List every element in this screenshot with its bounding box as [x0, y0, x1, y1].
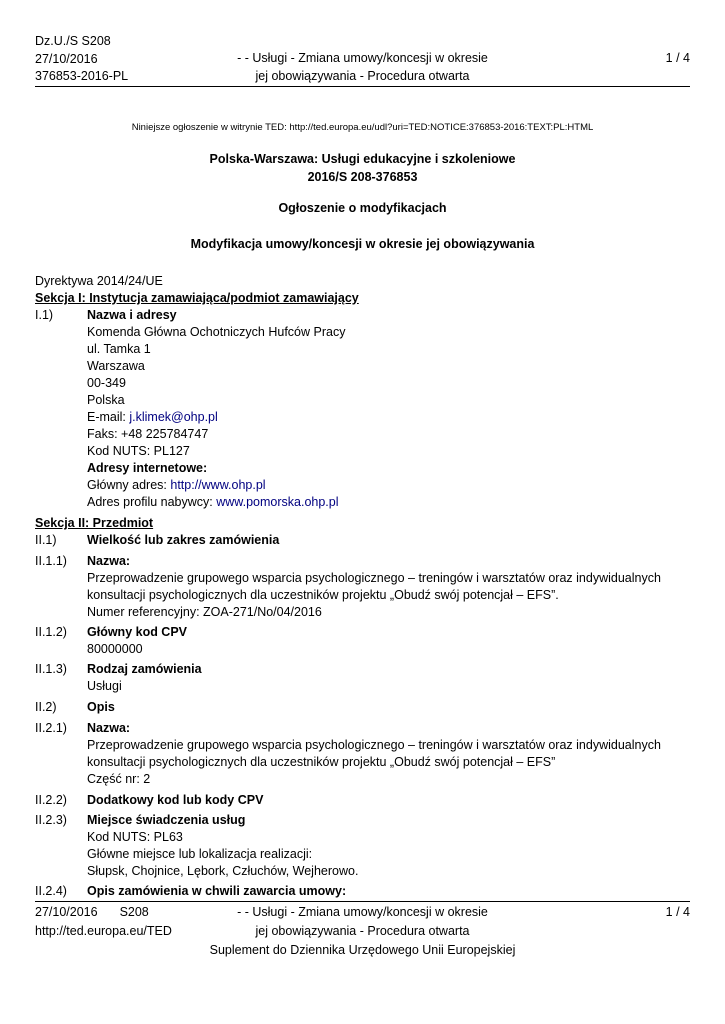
item-title: Wielkość lub zakres zamówienia [87, 533, 280, 547]
section1-num: I.1) [35, 308, 54, 322]
item-line: Kod NUTS: PL63 [87, 830, 183, 844]
item-title: Dodatkowy kod lub kody CPV [87, 793, 264, 807]
email-link[interactable]: j.klimek@ohp.pl [129, 410, 218, 424]
doc-ref: Dz.U./S S208 [35, 34, 111, 48]
footer-url[interactable]: http://ted.europa.eu/TED [35, 924, 172, 938]
item-line: Główne miejsce lub lokalizacja realizacji: [87, 847, 313, 861]
item-num: II.1.1) [35, 554, 67, 568]
item-num: II.2.4) [35, 884, 67, 898]
item-num: II.1.3) [35, 662, 67, 676]
item-num: II.2.2) [35, 793, 67, 807]
header-page: 1 / 4 [665, 51, 690, 65]
country: Polska [87, 393, 125, 407]
item-line: konsultacji psychologicznych dla uczestników projektu „Obudź swój potencjał – EFS”. [87, 588, 559, 602]
nuts-code: Kod NUTS: PL127 [87, 444, 190, 458]
main-address-row [87, 477, 266, 494]
header-title [0, 50, 725, 85]
item-title: Opis [87, 700, 115, 714]
org-name: Komenda Główna Ochotniczych Hufców Pracy [87, 325, 346, 339]
item-title: Główny kod CPV [87, 625, 188, 639]
header-divider [35, 86, 690, 87]
fax: Faks: +48 225784747 [87, 427, 209, 441]
footer-date: 27/10/2016 [35, 905, 98, 919]
item-title: Nazwa: [87, 554, 131, 568]
item-line: Przeprowadzenie grupowego wsparcia psychologicznego – treningów i warsztatów oraz indywidualnych [87, 571, 661, 585]
main-address-label: Główny adres: [87, 478, 171, 492]
item-num: II.2) [35, 700, 57, 714]
footer-divider [35, 901, 690, 902]
city: Warszawa [87, 359, 145, 373]
footer-title [0, 903, 725, 960]
notice-kind: Ogłoszenie o modyfikacjach [278, 201, 447, 215]
item-line: 80000000 [87, 642, 143, 656]
item-line: konsultacji psychologicznych dla uczestników projektu „Obudź swój potencjał – EFS” [87, 755, 556, 769]
footer-title-line2: jej obowiązywania - Procedura otwarta [255, 924, 470, 938]
section1-title: Nazwa i adresy [87, 308, 177, 322]
footer-supplement: Suplement do Dziennika Urzędowego Unii Europejskiej [209, 943, 516, 957]
street: ul. Tamka 1 [87, 342, 151, 356]
item-num: II.1.2) [35, 625, 67, 639]
directive: Dyrektywa 2014/24/UE [35, 274, 163, 288]
footer-title-line1: - - Usługi - Zmiana umowy/koncesji w okresie [237, 905, 488, 919]
item-line: Część nr: 2 [87, 772, 151, 786]
header-title-line2: jej obowiązywania - Procedura otwarta [255, 68, 470, 83]
item-num: II.2.1) [35, 721, 67, 735]
section2-heading: Sekcja II: Przedmiot [35, 516, 154, 530]
item-title: Rodzaj zamówienia [87, 662, 202, 676]
footer-series: S208 [119, 905, 149, 919]
internet-heading: Adresy internetowe: [87, 461, 208, 475]
item-num: II.1) [35, 533, 57, 547]
item-line: Numer referencyjny: ZOA-271/No/04/2016 [87, 605, 322, 619]
email-row [87, 409, 218, 426]
main-title: Polska-Warszawa: Usługi edukacyjne i szkoleniowe [209, 152, 516, 166]
item-line: Przeprowadzenie grupowego wsparcia psychologicznego – treningów i warsztatów oraz indywidualnych [87, 738, 661, 752]
footer-page: 1 / 4 [665, 905, 690, 919]
notice-subject: Modyfikacja umowy/koncesji w okresie jej obowiązywania [190, 237, 535, 251]
item-line: Słupsk, Chojnice, Lębork, Człuchów, Wejherowo. [87, 864, 359, 878]
item-title: Opis zamówienia w chwili zawarcia umowy: [87, 884, 347, 898]
buyer-profile-label: Adres profilu nabywcy: [87, 495, 217, 509]
buyer-profile-row [87, 494, 339, 511]
ted-notice: Niniejsze ogłoszenie w witrynie TED: http://ted.europa.eu/udl?uri=TED:NOTICE:376853-2016:TEXT:PL:HTML [131, 122, 594, 133]
main-address-link[interactable]: http://www.ohp.pl [170, 478, 266, 492]
item-line: Usługi [87, 679, 122, 693]
item-num: II.2.3) [35, 813, 67, 827]
section1-heading: Sekcja I: Instytucja zamawiająca/podmiot zamawiający [35, 291, 359, 305]
buyer-profile-link[interactable]: www.pomorska.ohp.pl [216, 495, 339, 509]
email-label: E-mail: [87, 410, 130, 424]
header-title-line1: - - Usługi - Zmiana umowy/koncesji w okresie [237, 51, 488, 65]
postcode: 00-349 [87, 376, 126, 390]
item-title: Nazwa: [87, 721, 131, 735]
header-date: 27/10/2016 [35, 51, 98, 66]
notice-id: 376853-2016-PL [35, 69, 129, 83]
notice-number: 2016/S 208-376853 [307, 170, 418, 184]
item-title: Miejsce świadczenia usług [87, 813, 246, 827]
